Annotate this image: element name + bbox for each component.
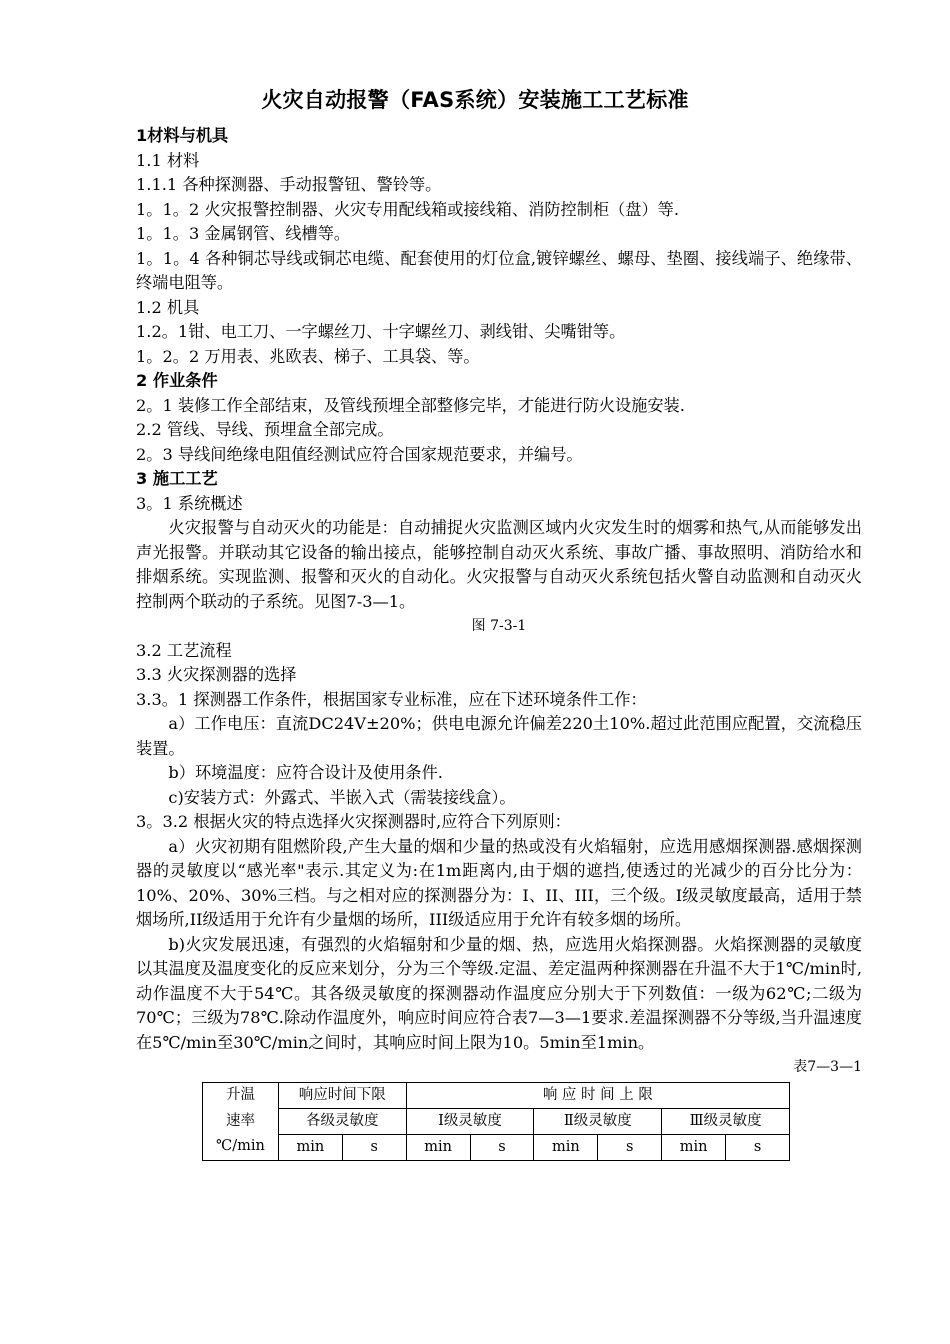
list-item: 1。1。2 火灾报警控制器、火灾专用配线箱或接线箱、消防控制柜（盘）等. [136, 199, 679, 219]
table-unit-cell: min [662, 1134, 726, 1160]
body-paragraph: 火灾报警与自动灭火的功能是：自动捕捉火灾监测区域内火灾发生时的烟雾和热气,从而能够发出声光报警。并联动其它设备的输出接点，能够控制自动灭火系统、事故广播、事故照明、消防给水和排烟系统。实现监测、报警和灭火的自动化。火灾报警与自动灭火系统包括火警自动监测和自动灭火控制两个联动的子系统。见图7-3—1。 [136, 518, 862, 611]
table-group-header: 响 应 时 间 上 限 [406, 1082, 789, 1108]
table-unit-cell: min [534, 1134, 598, 1160]
list-item: 3.3。1 探测器工作条件，根据国家专业标准，应在下述环境条件工作： [136, 689, 647, 709]
table-unit-cell: s [726, 1134, 790, 1160]
list-item: 2。1 装修工作全部结束，及管线预埋全部整修完毕，才能进行防火设施安装. [136, 395, 685, 415]
table-sensitivity-header: Ⅲ级灵敏度 [662, 1108, 790, 1134]
document-body [136, 124, 862, 1161]
subsection-heading: 1.2 机具 [136, 297, 200, 317]
document-title: 火灾自动报警（FAS系统）安装施工工艺标准 [261, 88, 689, 112]
list-item: 3。3.2 根据火灾的特点选择火灾探测器时,应符合下列原则： [136, 812, 571, 831]
subsection-heading: 1.1 材料 [136, 150, 200, 170]
table-sensitivity-header: 各级灵敏度 [278, 1108, 406, 1134]
table-group-header: 响应时间下限 [278, 1082, 406, 1108]
section-heading-1: 1材料与机具 [136, 126, 229, 145]
response-time-table [202, 1082, 790, 1161]
table-unit-cell: s [598, 1134, 662, 1160]
table-unit-cell: s [342, 1134, 406, 1160]
subsection-heading: 3.2 工艺流程 [136, 640, 232, 660]
table-row-header-cell: ℃/min [203, 1134, 279, 1160]
figure-caption: 图 7-3-1 [471, 618, 527, 634]
table-sensitivity-header: Ⅱ级灵敏度 [534, 1108, 662, 1134]
body-paragraph: b）环境温度：应符合设计及使用条件. [168, 763, 443, 782]
list-item: 1.2。1钳、电工刀、一字螺丝刀、十字螺丝刀、剥线钳、尖嘴钳等。 [136, 322, 626, 341]
list-item: 1.1.1 各种探测器、手动报警钮、警铃等。 [136, 175, 442, 194]
section-heading-3: 3 施工工艺 [136, 469, 218, 488]
body-paragraph: c)安装方式：外露式、半嵌入式（需装接线盒）。 [168, 787, 516, 807]
list-item: 1。2。2 万用表、兆欧表、梯子、工具袋、等。 [136, 346, 480, 366]
body-paragraph: a）工作电压：直流DC24V±20%；供电电源允许偏差220土10%.超过此范围应配置，交流稳压装置。 [136, 714, 862, 758]
section-heading-2: 2 作业条件 [136, 371, 218, 390]
table-unit-cell: min [406, 1134, 470, 1160]
table-unit-cell: s [470, 1134, 534, 1160]
list-item: 1。1。4 各种铜芯导线或铜芯电缆、配套使用的灯位盒,镀锌螺丝、螺母、垫圈、接线端子、绝缘带、终端电阻等。 [136, 248, 862, 292]
table-caption: 表7—3—1 [793, 1059, 862, 1075]
list-item: 2。3 导线间绝缘电阻值经测试应符合国家规范要求，并编号。 [136, 444, 583, 464]
subsection-heading: 3。1 系统概述 [136, 493, 243, 513]
list-item: 2.2 管线、导线、预埋盒全部完成。 [136, 420, 394, 439]
table-row-header-cell: 升温 [203, 1082, 279, 1108]
table-sensitivity-header: Ⅰ级灵敏度 [406, 1108, 534, 1134]
table-unit-cell: min [278, 1134, 342, 1160]
table-row-header-cell: 速率 [203, 1108, 279, 1134]
list-item: 1。1。3 金属钢管、线槽等。 [136, 224, 351, 243]
subsection-heading: 3.3 火灾探测器的选择 [136, 665, 297, 684]
body-paragraph: b)火灾发展迅速，有强烈的火焰辐射和少量的烟、热，应选用火焰探测器。火焰探测器的灵敏度以其温度及温度变化的反应来划分，分为三个等级.定温、差定温两种探测器在升温不大于1℃/min时,动作温度不大于54℃。其各级灵敏度的探测器动作温度应分别大于下列数值：一级为62℃;二级为70℃；三级为78℃.除动作温度外，响应时间应符合表7—3—1要求.差温探测器不分等级,当升温速度在5℃/min至30℃/min之间时，其响应时间上限为10。5min至1min。 [136, 934, 862, 1052]
body-paragraph: a）火灾初期有阻燃阶段,产生大量的烟和少量的热或没有火焰辐射，应选用感烟探测器.感烟探测器的灵敏度以“感光率"表示.其定义为:在1m距离内,由于烟的遮挡,使透过的光减少的百分比分为：10%、20%、30%三档。与之相对应的探测器分为：I、II、III，三个级。I级灵敏度最高，适用于禁烟场所,II级适用于允许有少量烟的场所，III级适应用于允许有较多烟的场所。 [136, 836, 862, 929]
